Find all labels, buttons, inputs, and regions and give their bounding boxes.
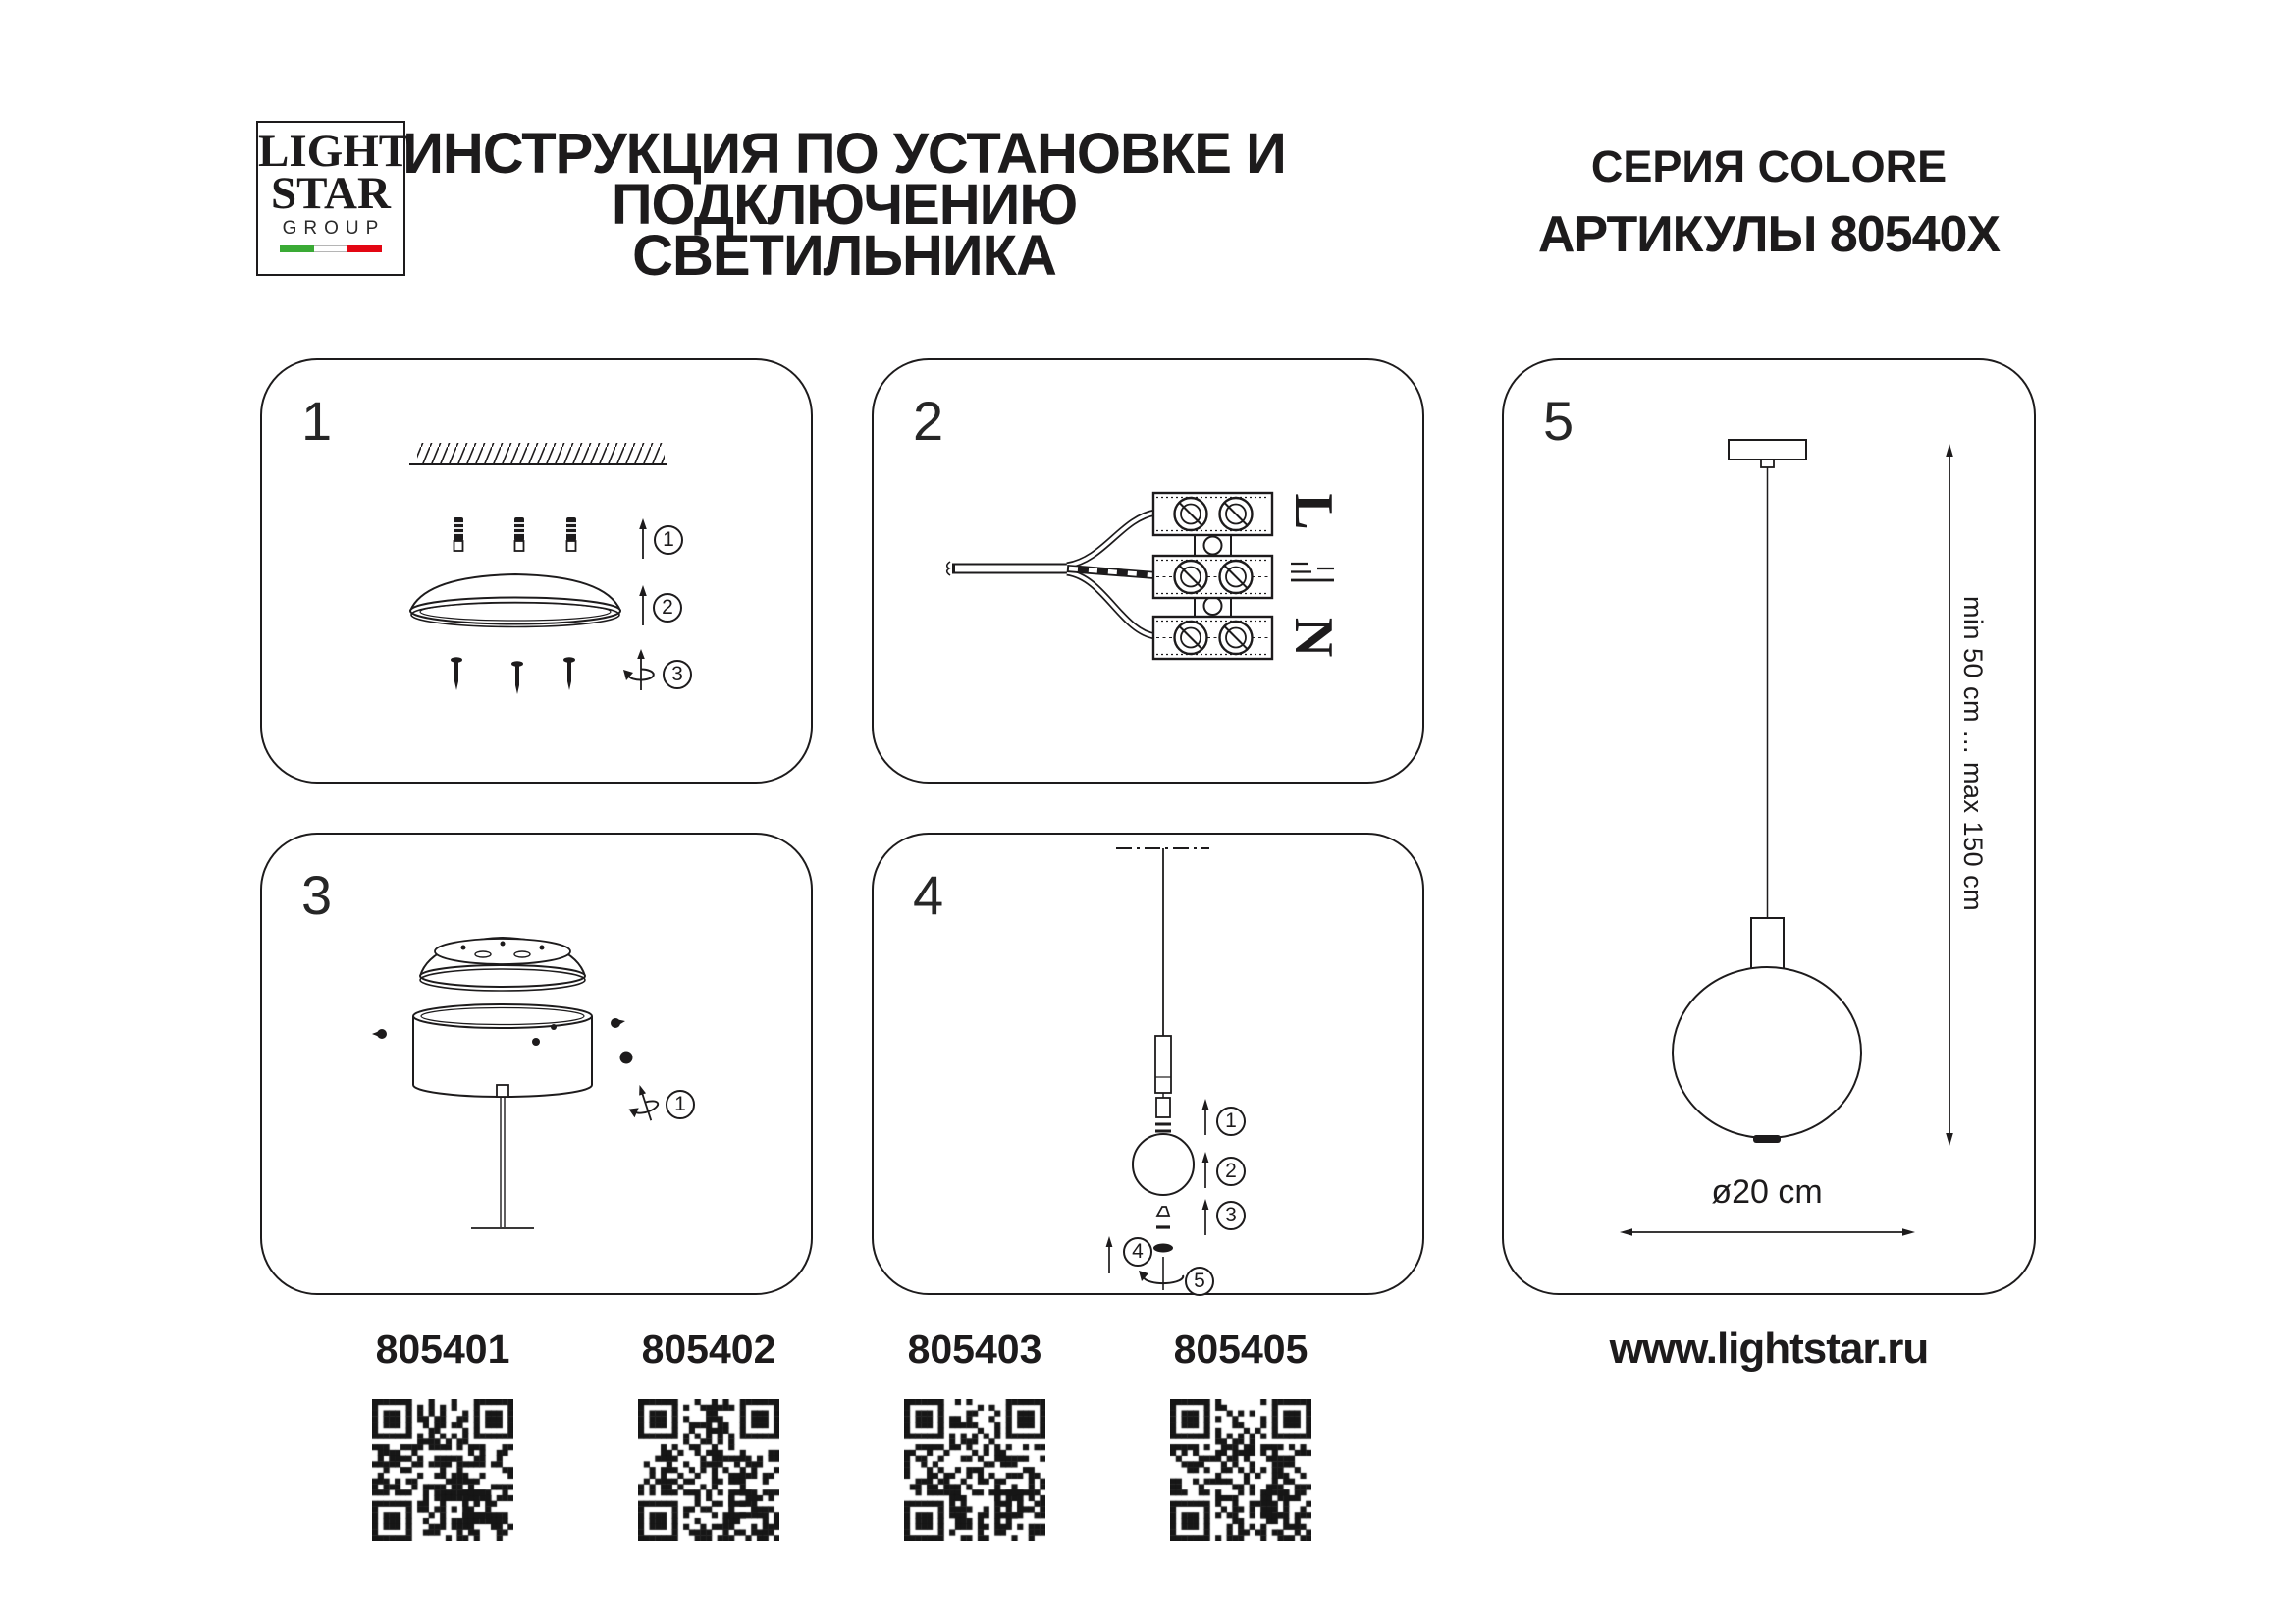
screws-icon — [451, 657, 575, 694]
panel-number: 4 — [913, 864, 944, 926]
article-number-805401: 805401 — [375, 1326, 510, 1372]
terminal-label-live: L — [1283, 493, 1344, 530]
diameter-label: ø20 cm — [1711, 1173, 1823, 1211]
panel-number: 3 — [301, 864, 333, 926]
flag-green — [280, 245, 314, 252]
fitting-parts-icon — [1153, 1207, 1173, 1253]
tube-icon — [1155, 1036, 1171, 1131]
italy-flag-icon — [280, 245, 382, 252]
pendant-lamp-icon — [1673, 440, 1861, 1143]
article-number-805403: 805403 — [907, 1326, 1042, 1372]
step-badge-4: 4 — [1123, 1237, 1152, 1267]
arrow-up-icon — [639, 518, 647, 559]
ceiling-icon — [409, 443, 667, 464]
step-badge-1: 1 — [1216, 1107, 1246, 1136]
page-title-line1: ИНСТРУКЦИЯ ПО УСТАНОВКЕ И — [402, 122, 1286, 186]
panel-step-5 — [1502, 358, 2036, 1295]
qr-code-805402 — [638, 1399, 779, 1541]
lightstar-logo — [256, 121, 410, 276]
step-badge-2: 2 — [1216, 1157, 1246, 1186]
globe-icon — [1133, 1134, 1194, 1195]
panel-step-4 — [872, 833, 1424, 1295]
arrow-up-icon — [639, 585, 647, 625]
article-number-805402: 805402 — [641, 1326, 776, 1372]
logo-group: GROUP — [282, 218, 386, 239]
logo-light: LIGHT — [258, 126, 410, 177]
step-badge-1: 1 — [654, 525, 683, 555]
diameter-dimension-line — [1620, 1228, 1915, 1236]
panel2-diagram — [874, 360, 1421, 781]
article-number-805405: 805405 — [1173, 1326, 1308, 1372]
series-label: СЕРИЯ COLORE — [1590, 141, 1948, 191]
flag-red — [347, 245, 382, 252]
panel5-diagram — [1504, 360, 2033, 1292]
step-badge-2: 2 — [653, 593, 682, 623]
terminal-block-icon — [1153, 493, 1272, 659]
wires-icon — [1067, 513, 1155, 636]
page-title — [402, 122, 1286, 288]
terminal-label-neutral: N — [1283, 617, 1344, 658]
panel-number: 2 — [913, 390, 944, 452]
qr-code-805401 — [372, 1399, 513, 1541]
panel-step-3 — [260, 833, 813, 1295]
power-cable-icon — [947, 562, 1067, 575]
driver-box-icon — [413, 1004, 592, 1097]
panel-step-2 — [872, 358, 1424, 784]
panel-number: 5 — [1543, 390, 1575, 452]
height-dimension-line — [1946, 444, 1953, 1146]
qr-code-805403 — [904, 1399, 1045, 1541]
qr-code-805405 — [1170, 1399, 1311, 1541]
flag-white — [314, 245, 348, 252]
panel-number: 1 — [301, 390, 333, 452]
mounting-plate-icon — [410, 574, 620, 627]
canopy-icon — [420, 938, 585, 991]
step-badge-1: 1 — [666, 1090, 695, 1119]
rotate-icon — [622, 1081, 662, 1125]
rotate-icon — [623, 649, 654, 690]
page-title-line2: ПОДКЛЮЧЕНИЮ СВЕТИЛЬНИКА — [611, 173, 1078, 288]
ground-icon — [1291, 564, 1334, 580]
step-badge-3: 3 — [1216, 1201, 1246, 1230]
panel4-diagram — [874, 835, 1421, 1292]
logo-star: STAR — [271, 168, 391, 219]
panel1-diagram — [262, 360, 810, 781]
articles-label: АРТИКУЛЫ 80540X — [1537, 206, 2001, 263]
website-link: www.lightstar.ru — [1609, 1325, 1929, 1373]
height-range-label: min 50 cm ... max 150 cm — [1958, 596, 1988, 912]
wall-plugs-icon — [453, 517, 577, 551]
panel-step-1 — [260, 358, 813, 784]
step-badge-5: 5 — [1185, 1267, 1214, 1296]
step-badge-3: 3 — [663, 660, 692, 689]
rod-icon — [471, 1085, 534, 1228]
panel3-diagram — [262, 835, 810, 1292]
